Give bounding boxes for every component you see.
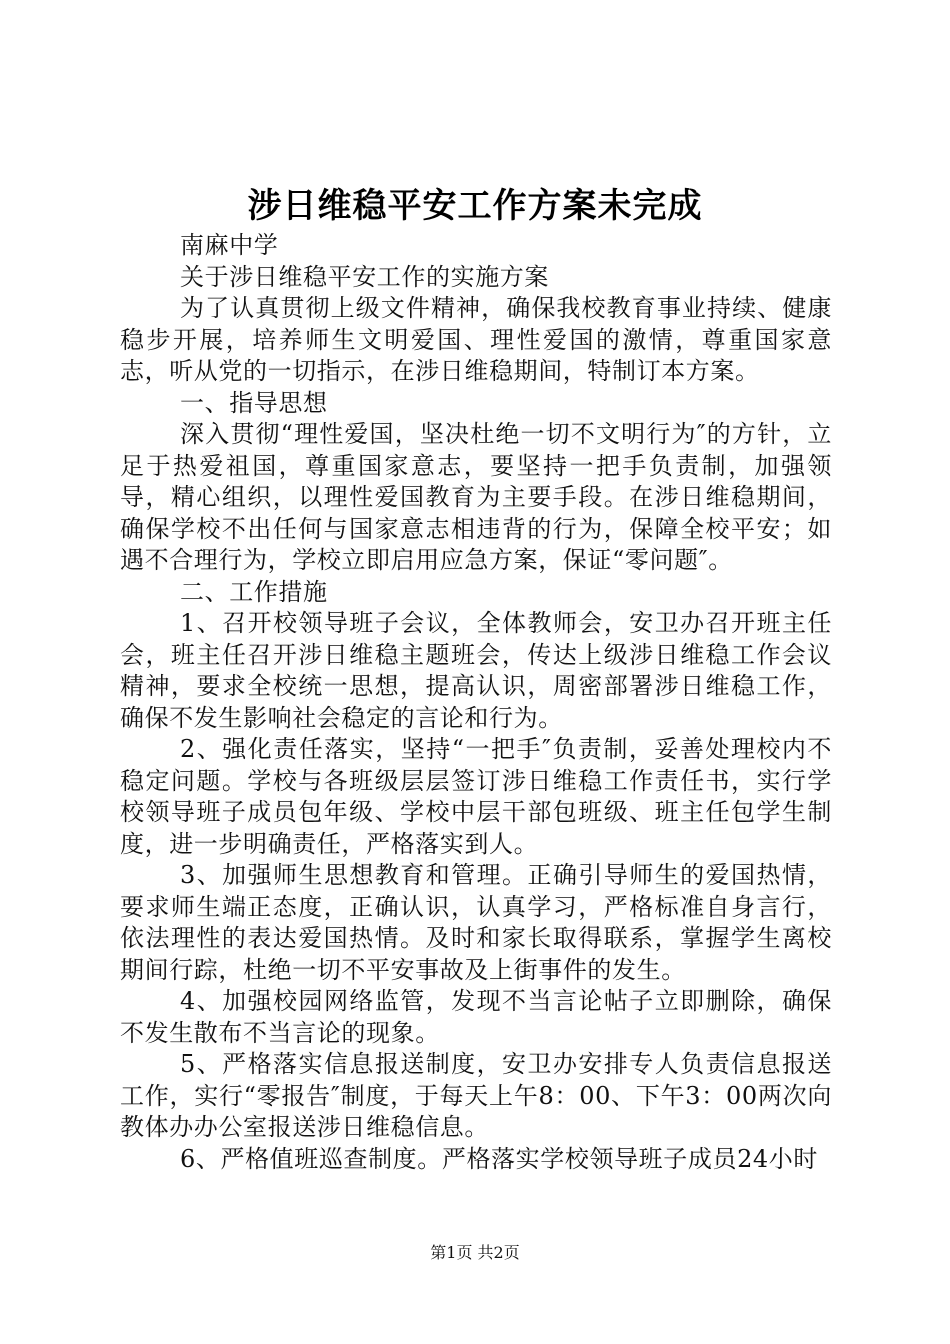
page-total: 共2页 [477,1243,520,1262]
school-name: 南麻中学 [180,231,279,259]
plan-subtitle: 关于涉日维稳平安工作的实施方案 [180,262,549,291]
document-body [120,230,832,1175]
section-heading-guiding-thought: 一、指导思想 [180,388,328,417]
measure-2-paragraph: 2、强化责任落实，坚持“一把手″负责制，妥善处理校内不稳定问题。学校与各班级层层签订涉日维稳工作责任书，实行学校领导班子成员包年级、学校中层干部包班级、班主任包学生制度，进一步明确责任，严格落实到人。 [120,735,832,858]
guiding-thought-paragraph: 深入贯彻“理性爱国，坚决杜绝一切不文明行为″的方针，立足于热爱祖国，尊重国家意志，要坚持一把手负责制，加强领导，精心组织，以理性爱国教育为主要手段。在涉日维稳期间，确保学校不出任何与国家意志相违背的行为，保障全校平安；如遇不合理行为，学校立即启用应急方案，保证“零问题″。 [120,420,832,574]
measure-5-paragraph: 5、严格落实信息报送制度，安卫办安排专人负责信息报送工作，实行“零报告″制度，于每天上午8：00、下午3：00两次向教体办办公室报送涉日维稳信息。 [120,1050,832,1141]
measure-6-paragraph: 6、严格值班巡查制度。严格落实学校领导班子成员24小时 [180,1144,819,1173]
document-title: 涉日维稳平安工作方案未完成 [247,186,703,226]
measure-4-paragraph: 4、加强校园网络监管，发现不当言论帖子立即删除，确保不发生散布不当言论的现象。 [120,987,832,1047]
measure-1-paragraph: 1、召开校领导班子会议，全体教师会，安卫办召开班主任会，班主任召开涉日维稳主题班会，传达上级涉日维稳工作会议精神，要求全校统一思想，提高认识，周密部署涉日维稳工作，确保不发生影响社会稳定的言论和行为。 [120,609,832,732]
intro-paragraph: 为了认真贯彻上级文件精神，确保我校教育事业持续、健康稳步开展，培养师生文明爱国、理性爱国的激情，尊重国家意志，听从党的一切指示，在涉日维稳期间，特制订本方案。 [120,294,832,385]
measure-3-paragraph: 3、加强师生思想教育和管理。正确引导师生的爱国热情，要求师生端正态度，正确认识，认真学习，严格标准自身言行，依法理性的表达爱国热情。及时和家长取得联系，掌握学生离校期间行踪，杜绝一切不平安事故及上街事件的发生。 [120,861,832,984]
page-number: 第1页 [430,1243,473,1262]
page-footer [0,1242,950,1264]
section-heading-work-measures: 二、工作措施 [180,577,328,606]
